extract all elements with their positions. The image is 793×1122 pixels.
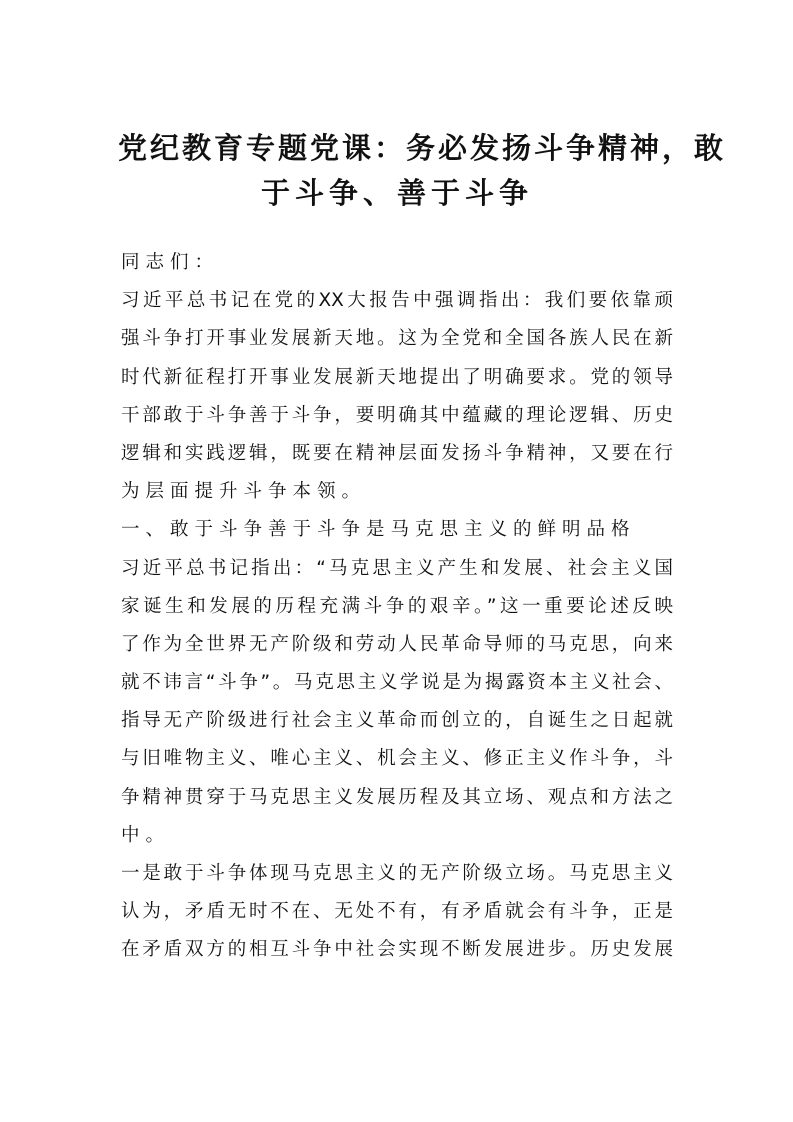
text-line: 强斗争打开事业发展新天地。这为全党和全国各族人民在新 (121, 328, 673, 350)
paragraph (121, 550, 673, 856)
text-line: 习近平总书记指出：“马克思主义产生和发展、社会主义国 (121, 557, 673, 579)
text-line: 了作为全世界无产阶级和劳动人民革命导师的马克思，向来 (121, 633, 673, 655)
document-title (118, 126, 727, 216)
text-line: 同志们： (121, 252, 220, 273)
text-line: 逻辑和实践逻辑，既要在精神层面发扬斗争精神，又要在行 (121, 442, 673, 464)
text-line: 干部敢于斗争善于斗争，要明确其中蕴藏的理论逻辑、历史 (121, 404, 673, 426)
text-line: 认为，矛盾无时不在、无处不有，有矛盾就会有斗争，正是 (121, 901, 673, 923)
text-line: 与旧唯物主义、唯心主义、机会主义、修正主义作斗争，斗 (121, 748, 673, 770)
paragraph (121, 282, 673, 511)
paragraph (121, 244, 673, 282)
text-line: 指导无产阶级进行社会主义革命而创立的，自诞生之日起就 (121, 710, 673, 732)
text-line: 一是敢于斗争体现马克思主义的无产阶级立场。马克思主义 (121, 863, 673, 884)
text-line: 一、敢于斗争善于斗争是马克思主义的鲜明品格 (121, 519, 636, 541)
paragraph (121, 511, 673, 549)
text-line: 时代新征程打开事业发展新天地提出了明确要求。党的领导 (121, 366, 673, 388)
text-line: 家诞生和发展的历程充满斗争的艰辛。”这一重要论述反映 (121, 595, 673, 617)
text-line: 中。 (121, 824, 171, 846)
text-line: 争精神贯穿于马克思主义发展历程及其立场、观点和方法之 (121, 786, 673, 808)
text-line: 习近平总书记在党的XX大报告中强调指出：我们要依靠顽 (121, 290, 673, 312)
text-line: 在矛盾双方的相互斗争中社会实现不断发展进步。历史发展 (121, 939, 673, 961)
paragraph (121, 855, 673, 970)
text-line: 为层面提升斗争本领。 (121, 481, 367, 503)
document-body (121, 244, 673, 970)
title-line-2: 于斗争、善于斗争 (260, 176, 533, 210)
text-line: 就不讳言“斗争”。马克思主义学说是为揭露资本主义社会、 (121, 672, 673, 694)
title-line-1: 党纪教育专题党课：务必发扬斗争精神，敢 (118, 131, 727, 165)
